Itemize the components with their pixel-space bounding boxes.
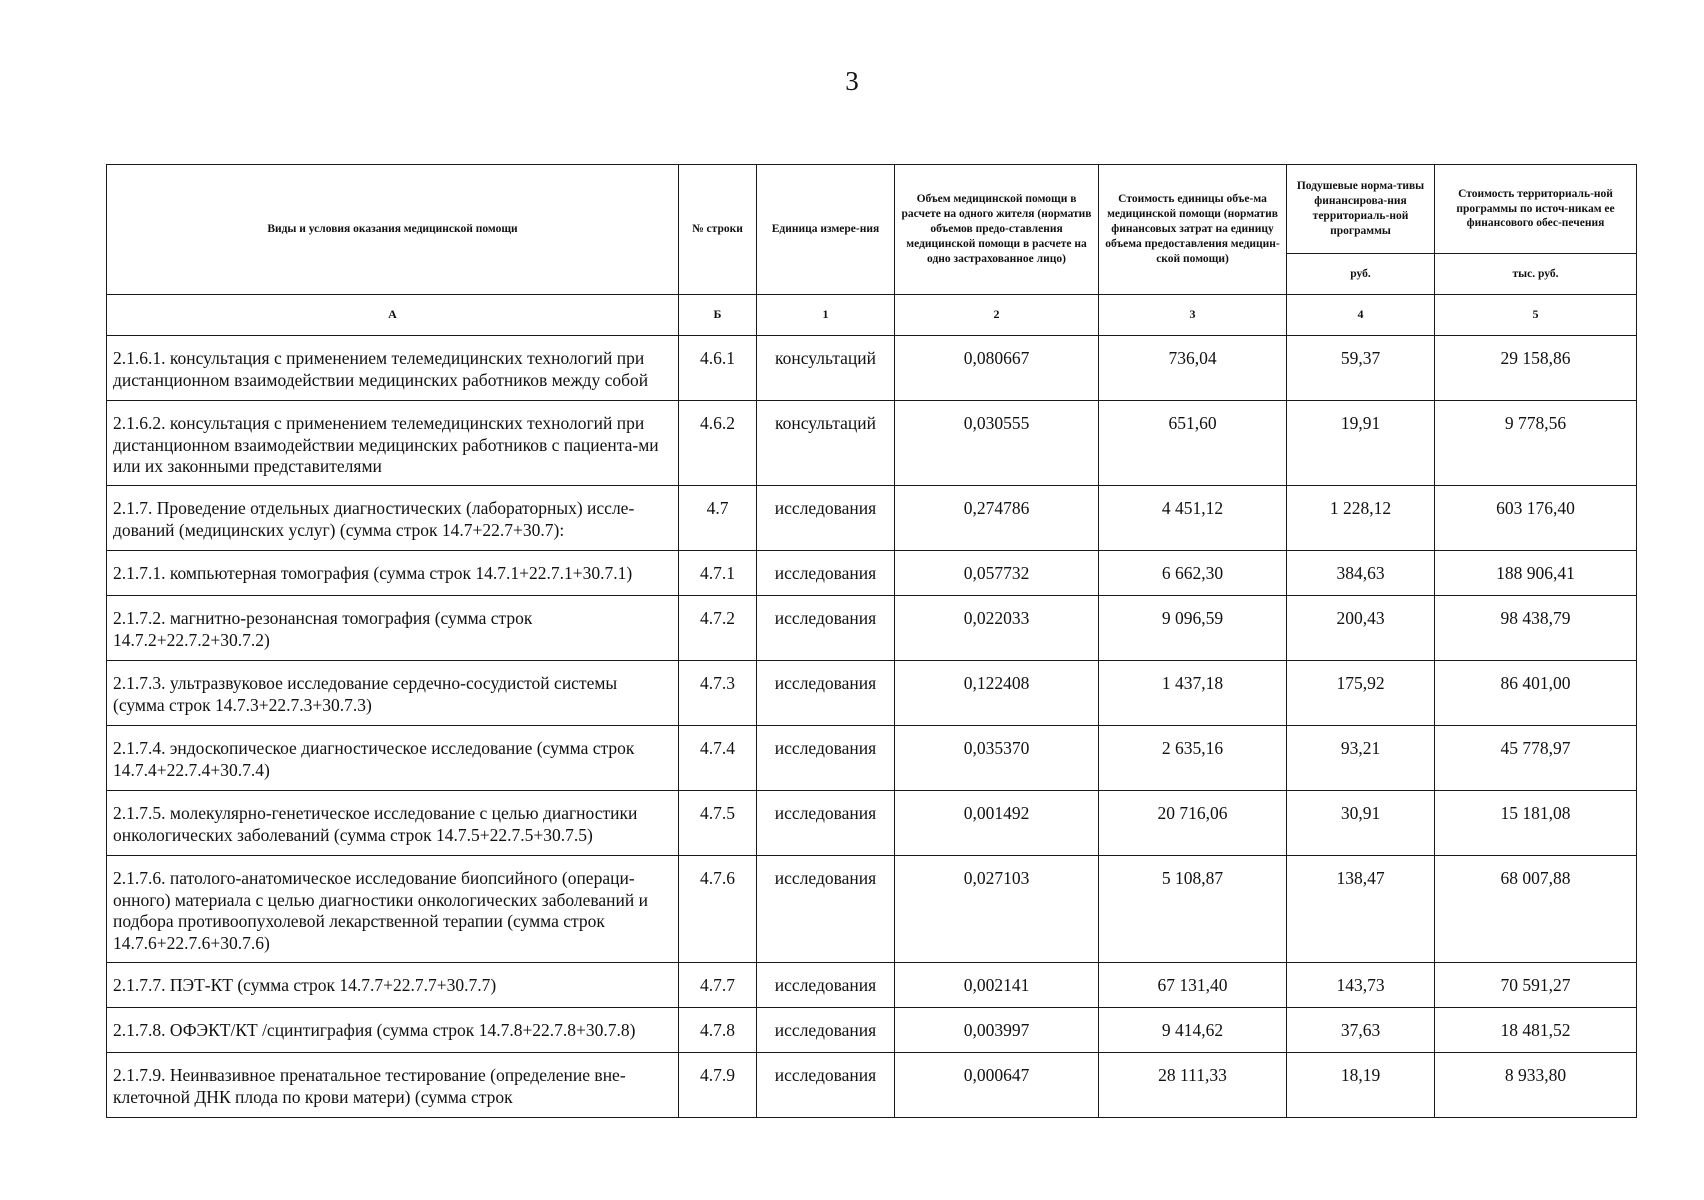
cell-per-capita: 19,91 [1287,401,1435,486]
cell-per-capita: 93,21 [1287,726,1435,791]
table-row [107,401,1637,486]
cell-per-capita: 59,37 [1287,336,1435,401]
cell-per-capita: 18,19 [1287,1053,1435,1118]
column-letter: А [107,295,679,336]
cell-name: 2.1.7.2. магнитно-резонансная томография (сумма строк 14.7.2+22.7.2+30.7.2) [107,596,679,661]
header-row [107,165,1637,254]
cell-cost: 67 131,40 [1099,963,1287,1008]
header-unit: Единица измере-ния [757,165,895,295]
cell-total: 15 181,08 [1435,791,1637,856]
cell-volume: 0,080667 [895,336,1099,401]
cell-unit: консультаций [757,336,895,401]
header-per-capita-unit: руб. [1287,254,1435,295]
cell-name: 2.1.7.3. ультразвуковое исследование сердечно-сосудистой системы (сумма строк 14.7.3+22.7.3+30.7.3) [107,661,679,726]
table-row [107,856,1637,963]
cell-total: 70 591,27 [1435,963,1637,1008]
header-volume: Объем медицинской помощи в расчете на одного жителя (норматив объемов предо-ставления медицинской помощи в расчете на одно застрахованное лицо) [895,165,1099,295]
cell-per-capita: 200,43 [1287,596,1435,661]
cell-per-capita: 384,63 [1287,551,1435,596]
cell-volume: 0,030555 [895,401,1099,486]
cell-total: 29 158,86 [1435,336,1637,401]
cell-name: 2.1.6.1. консультация с применением телемедицинских технологий при дистанционном взаимодействии медицинских работников между собой [107,336,679,401]
cell-total: 603 176,40 [1435,486,1637,551]
cell-total: 9 778,56 [1435,401,1637,486]
table-row [107,1008,1637,1053]
cell-row-no: 4.7.9 [679,1053,757,1118]
cell-volume: 0,057732 [895,551,1099,596]
cell-row-no: 4.7.2 [679,596,757,661]
cell-total: 188 906,41 [1435,551,1637,596]
cell-volume: 0,002141 [895,963,1099,1008]
cell-name: 2.1.6.2. консультация с применением телемедицинских технологий при дистанционном взаимодействии медицинских работников с пациента-ми или их законными представителями [107,401,679,486]
column-letter: 5 [1435,295,1637,336]
cell-cost: 5 108,87 [1099,856,1287,963]
cell-per-capita: 37,63 [1287,1008,1435,1053]
cell-cost: 6 662,30 [1099,551,1287,596]
cell-row-no: 4.7.3 [679,661,757,726]
cell-per-capita: 138,47 [1287,856,1435,963]
cell-total: 86 401,00 [1435,661,1637,726]
cell-per-capita: 1 228,12 [1287,486,1435,551]
cell-unit: исследования [757,596,895,661]
medical-care-table [106,164,1637,1118]
cell-row-no: 4.7.7 [679,963,757,1008]
cell-total: 68 007,88 [1435,856,1637,963]
cell-total: 8 933,80 [1435,1053,1637,1118]
cell-unit: исследования [757,726,895,791]
table-row [107,1053,1637,1118]
cell-unit: исследования [757,1053,895,1118]
cell-unit: исследования [757,856,895,963]
cell-cost: 9 096,59 [1099,596,1287,661]
cell-row-no: 4.7.8 [679,1008,757,1053]
table-row [107,963,1637,1008]
cell-cost: 20 716,06 [1099,791,1287,856]
cell-volume: 0,003997 [895,1008,1099,1053]
cell-total: 45 778,97 [1435,726,1637,791]
cell-unit: исследования [757,963,895,1008]
cell-row-no: 4.7.6 [679,856,757,963]
cell-row-no: 4.6.1 [679,336,757,401]
table-row [107,791,1637,856]
cell-cost: 9 414,62 [1099,1008,1287,1053]
cell-volume: 0,001492 [895,791,1099,856]
header-cost-unit: Стоимость единицы объе-ма медицинской помощи (норматив финансовых затрат на единицу объема предоставления медицин-ской помощи) [1099,165,1287,295]
column-letter: 3 [1099,295,1287,336]
cell-name: 2.1.7.5. молекулярно-генетическое исследование с целью диагностики онкологических заболеваний (сумма строк 14.7.5+22.7.5+30.7.5) [107,791,679,856]
cell-row-no: 4.7.5 [679,791,757,856]
cell-cost: 2 635,16 [1099,726,1287,791]
table-row [107,596,1637,661]
header-row-no: № строки [679,165,757,295]
table-row [107,486,1637,551]
table-row [107,336,1637,401]
header-program-cost: Стоимость территориаль-ной программы по источ-никам ее финансового обес-печения [1435,165,1637,254]
cell-unit: консультаций [757,401,895,486]
cell-name: 2.1.7.4. эндоскопическое диагностическое исследование (сумма строк 14.7.4+22.7.4+30.7.4) [107,726,679,791]
cell-per-capita: 30,91 [1287,791,1435,856]
cell-unit: исследования [757,486,895,551]
cell-unit: исследования [757,1008,895,1053]
cell-volume: 0,000647 [895,1053,1099,1118]
cell-volume: 0,027103 [895,856,1099,963]
cell-name: 2.1.7.9. Неинвазивное пренатальное тестирование (определение вне-клеточной ДНК плода по крови матери) (сумма строк [107,1053,679,1118]
cell-per-capita: 143,73 [1287,963,1435,1008]
table-row [107,551,1637,596]
header-kind: Виды и условия оказания медицинской помощи [107,165,679,295]
cell-row-no: 4.7.1 [679,551,757,596]
cell-cost: 28 111,33 [1099,1053,1287,1118]
table-row [107,726,1637,791]
cell-volume: 0,274786 [895,486,1099,551]
cell-name: 2.1.7.7. ПЭТ-КТ (сумма строк 14.7.7+22.7.7+30.7.7) [107,963,679,1008]
cell-volume: 0,122408 [895,661,1099,726]
cell-row-no: 4.7 [679,486,757,551]
cell-volume: 0,022033 [895,596,1099,661]
column-letter: 2 [895,295,1099,336]
cell-cost: 736,04 [1099,336,1287,401]
cell-name: 2.1.7.8. ОФЭКТ/КТ /сцинтиграфия (сумма строк 14.7.8+22.7.8+30.7.8) [107,1008,679,1053]
cell-total: 18 481,52 [1435,1008,1637,1053]
header-per-capita: Подушевые норма-тивы финансирова-ния территориаль-ной программы [1287,165,1435,254]
cell-cost: 4 451,12 [1099,486,1287,551]
cell-volume: 0,035370 [895,726,1099,791]
cell-unit: исследования [757,551,895,596]
cell-cost: 1 437,18 [1099,661,1287,726]
column-letter: Б [679,295,757,336]
cell-row-no: 4.7.4 [679,726,757,791]
table-row [107,661,1637,726]
column-letter: 4 [1287,295,1435,336]
cell-name: 2.1.7. Проведение отдельных диагностических (лабораторных) иссле-дований (медицинских услуг) (сумма строк 14.7+22.7+30.7): [107,486,679,551]
cell-unit: исследования [757,791,895,856]
cell-unit: исследования [757,661,895,726]
cell-per-capita: 175,92 [1287,661,1435,726]
cell-row-no: 4.6.2 [679,401,757,486]
cell-name: 2.1.7.1. компьютерная томография (сумма строк 14.7.1+22.7.1+30.7.1) [107,551,679,596]
header-program-cost-unit: тыс. руб. [1435,254,1637,295]
column-letter: 1 [757,295,895,336]
page-number: 3 [845,66,859,96]
column-letters-row [107,295,1637,336]
cell-name: 2.1.7.6. патолого-анатомическое исследование биопсийного (операци-онного) материала с целью диагностики онкологических заболеваний и подбора противоопухолевой лекарственной терапии (сумма строк 14.7.6+22.7.6+30.7.6) [107,856,679,963]
cell-total: 98 438,79 [1435,596,1637,661]
cell-cost: 651,60 [1099,401,1287,486]
